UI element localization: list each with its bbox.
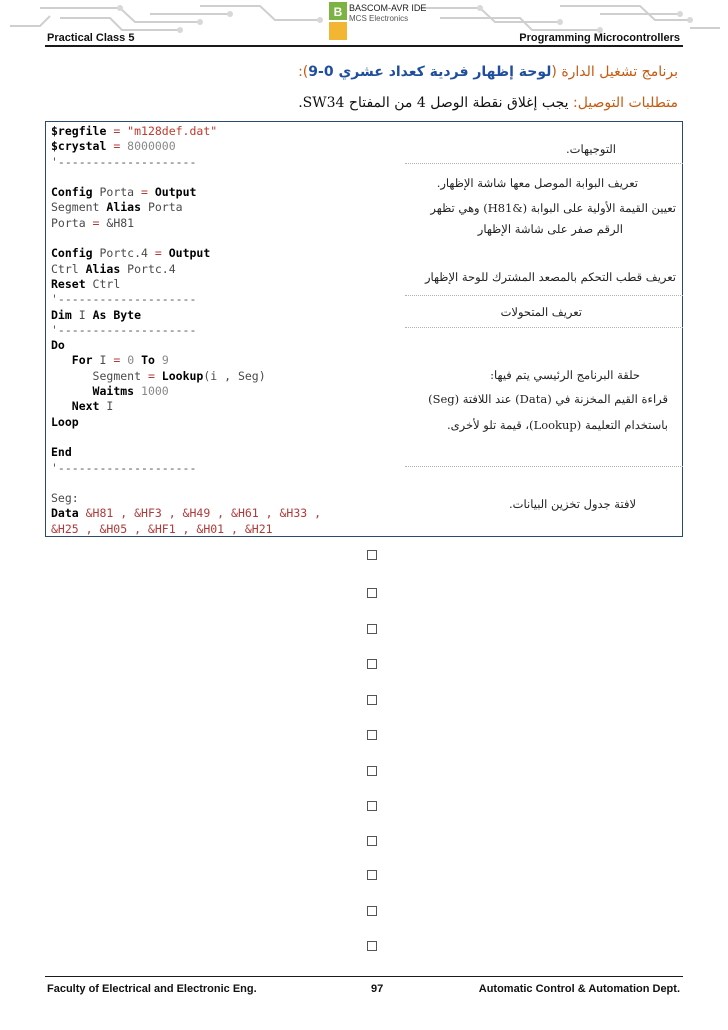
num: 8000000 bbox=[127, 139, 176, 154]
kw: For bbox=[71, 353, 93, 368]
kw: Data bbox=[51, 506, 79, 521]
code-line bbox=[51, 369, 321, 384]
num: 1000 bbox=[134, 384, 169, 399]
id: Segment bbox=[51, 200, 107, 215]
header-course: Practical Class 5 bbox=[47, 32, 135, 44]
id: Porta bbox=[51, 215, 93, 230]
code-blank bbox=[51, 430, 321, 445]
comment-divider bbox=[405, 163, 683, 164]
args: (i , Seg) bbox=[203, 368, 266, 383]
kw: Do bbox=[51, 338, 65, 353]
comment-data-label: لافتة جدول تخزين البيانات. bbox=[509, 497, 636, 511]
comment-directives: التوجيهات. bbox=[566, 142, 616, 156]
kw: Reset bbox=[51, 276, 86, 291]
title-prefix: برنامج تشغيل الدارة ( bbox=[551, 64, 678, 80]
code-line bbox=[51, 185, 321, 200]
comment-initial-value: تعيين القيمة الأولية على البوابة (&H81) وهي تظهر bbox=[430, 201, 676, 215]
code-line bbox=[51, 246, 321, 261]
bullet-square bbox=[367, 695, 377, 705]
kw: Config bbox=[51, 246, 93, 261]
code-line bbox=[51, 200, 321, 215]
svg-text:B: B bbox=[333, 5, 343, 19]
header-subject: Programming Microcontrollers bbox=[519, 32, 680, 44]
data-values: &H25 , &H05 , &HF1 , &H01 , &H21 bbox=[51, 521, 273, 536]
requirement-text: يجب إغلاق نقطة الوصل 4 من المفتاح SW34. bbox=[298, 95, 569, 111]
code-line bbox=[51, 522, 321, 537]
bullet-square bbox=[367, 870, 377, 880]
bullet-square bbox=[367, 836, 377, 846]
logo-title: BASCOM-AVR IDE bbox=[349, 3, 427, 13]
id: I bbox=[99, 399, 114, 414]
op: = bbox=[106, 124, 128, 138]
kw: Alias bbox=[106, 200, 142, 215]
comment-divider bbox=[405, 295, 683, 296]
comment-define-port: تعريف البوابة الموصل معها شاشة الإظهار. bbox=[436, 176, 638, 190]
code-line bbox=[51, 216, 321, 231]
code-separator: '-------------------- bbox=[51, 154, 197, 169]
code-blank bbox=[51, 170, 321, 185]
id: Portc.4 bbox=[92, 246, 155, 261]
code-blank bbox=[51, 476, 321, 491]
kw: To bbox=[134, 353, 155, 368]
id: I bbox=[71, 307, 93, 322]
bullet-square bbox=[367, 730, 377, 740]
requirement-label: متطلبات التوصيل: bbox=[572, 95, 678, 111]
code-line bbox=[51, 262, 321, 277]
comment-variables: تعريف المتحولات bbox=[500, 305, 582, 319]
kw: As Byte bbox=[92, 307, 142, 322]
op: = bbox=[113, 353, 128, 368]
title-suffix: ): bbox=[298, 64, 309, 80]
kw: Dim bbox=[51, 307, 72, 322]
code-line bbox=[51, 139, 321, 154]
id: I bbox=[92, 353, 114, 368]
hex: &H81 bbox=[106, 215, 135, 230]
code-line bbox=[51, 308, 321, 323]
bullet-square bbox=[367, 624, 377, 634]
title-bold: لوحة إظهار فردية كعداد عشري 0-9 bbox=[308, 64, 552, 80]
code-separator: '-------------------- bbox=[51, 292, 197, 307]
comment-read-data: قراءة القيم المخزنة في (Data) عند اللافتة (Seg) bbox=[428, 392, 668, 406]
kw: Lookup bbox=[161, 368, 204, 383]
bullet-square bbox=[367, 906, 377, 916]
code-line bbox=[51, 399, 321, 414]
code-line bbox=[51, 277, 321, 292]
kw: Alias bbox=[85, 261, 121, 276]
code-line bbox=[51, 384, 321, 399]
kw: End bbox=[51, 445, 72, 460]
bullet-square bbox=[367, 801, 377, 811]
comment-divider bbox=[405, 466, 683, 467]
kw: Config bbox=[51, 185, 93, 200]
code-line bbox=[51, 506, 321, 521]
kw: Next bbox=[71, 399, 100, 414]
code-blank bbox=[51, 231, 321, 246]
footer-department: Automatic Control & Automation Dept. bbox=[478, 983, 680, 995]
bascom-logo-icon bbox=[329, 2, 347, 40]
bullet-square bbox=[367, 941, 377, 951]
kw: $regfile bbox=[51, 124, 107, 138]
comment-control-pin: تعريف قطب التحكم بالمصعد المشترك للوحة الإظهار bbox=[424, 270, 676, 284]
op: = bbox=[106, 139, 128, 154]
code-line bbox=[51, 415, 321, 430]
code-line bbox=[51, 338, 321, 353]
str: "m128def.dat" bbox=[127, 124, 218, 138]
kw: Output bbox=[161, 246, 211, 261]
footer-faculty: Faculty of Electrical and Electronic Eng. bbox=[47, 983, 257, 995]
bullet-square bbox=[367, 659, 377, 669]
comment-divider bbox=[405, 327, 683, 328]
kw: Output bbox=[147, 185, 197, 200]
code-line bbox=[51, 491, 321, 506]
num: 9 bbox=[154, 353, 169, 368]
comment-zero-digit: الرقم صفر على شاشة الإظهار bbox=[477, 222, 623, 236]
code-listing bbox=[51, 124, 321, 537]
kw: $crystal bbox=[51, 139, 107, 154]
program-title bbox=[298, 64, 678, 80]
connection-requirement bbox=[298, 95, 678, 111]
bullet-square bbox=[367, 588, 377, 598]
id: Ctrl bbox=[85, 276, 121, 291]
id: Seg: bbox=[51, 491, 79, 506]
id: Segment bbox=[92, 368, 148, 383]
bascom-logo bbox=[329, 2, 427, 40]
bullet-square bbox=[367, 766, 377, 776]
data-values: &H81 , &HF3 , &H49 , &H61 , &H33 , bbox=[78, 506, 322, 521]
op: = bbox=[141, 185, 148, 200]
id: Portc.4 bbox=[120, 261, 176, 276]
code-line bbox=[51, 445, 321, 460]
kw: Loop bbox=[51, 414, 79, 429]
logo-subtitle: MCS Electronics bbox=[349, 14, 409, 23]
op: = bbox=[154, 246, 162, 261]
code-separator: '-------------------- bbox=[51, 460, 197, 475]
id: Ctrl bbox=[51, 261, 86, 276]
header-divider bbox=[45, 45, 683, 47]
comment-main-loop: حلقة البرنامج الرئيسي يتم فيها: bbox=[490, 368, 640, 382]
kw: Waitms bbox=[92, 384, 135, 399]
bullet-square bbox=[367, 550, 377, 560]
id: Porta bbox=[92, 185, 142, 200]
page-number: 97 bbox=[371, 983, 384, 995]
op: = bbox=[147, 368, 162, 383]
code-line bbox=[51, 353, 321, 368]
num: 0 bbox=[127, 353, 135, 368]
footer-divider bbox=[45, 976, 683, 977]
id: Porta bbox=[141, 200, 183, 215]
op: = bbox=[92, 215, 107, 230]
comment-lookup: باستخدام التعليمة (Lookup)، قيمة تلو لأخرى. bbox=[446, 418, 668, 432]
code-line bbox=[51, 124, 321, 139]
code-separator: '-------------------- bbox=[51, 322, 197, 337]
